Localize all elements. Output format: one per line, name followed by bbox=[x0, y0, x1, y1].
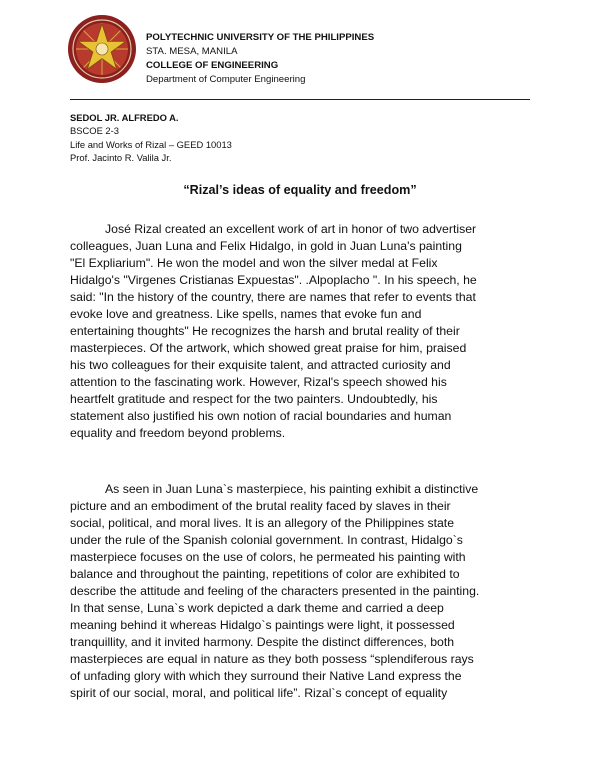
paragraph-2 bbox=[70, 481, 536, 702]
paragraph-line: equality and freedom beyond problems. bbox=[70, 426, 286, 440]
paragraph-line: meaning behind it whereas Hidalgo`s paintings were light, it possessed bbox=[70, 618, 455, 632]
paragraph-line: evoke love and greatness. Like spells, names that evoke fun and bbox=[70, 307, 422, 321]
paragraph-line: spirit of our social, moral, and political life”. Rizal`s concept of equality bbox=[70, 686, 448, 700]
institution-header bbox=[146, 31, 374, 87]
essay-title: “Rizal’s ideas of equality and freedom” bbox=[183, 183, 417, 197]
course-name: Life and Works of Rizal – GEED 10013 bbox=[70, 138, 232, 150]
paragraph-line: As seen in Juan Luna`s masterpiece, his painting exhibit a distinctive bbox=[105, 482, 479, 496]
student-section: BSCOE 2-3 bbox=[70, 125, 119, 137]
paragraph-line: heartfelt gratitude and respect for the two painters. Undoubtedly, his bbox=[70, 392, 438, 406]
header-divider bbox=[70, 99, 530, 100]
paragraph-line: entertaining thoughts" He recognizes the harsh and brutal reality of their bbox=[70, 324, 460, 338]
paragraph-line: tranquillity, and it invited harmony. Despite the distinct differences, both bbox=[70, 635, 455, 649]
paragraph-line: statement also justified his own notion of racial boundaries and human bbox=[70, 409, 452, 423]
paragraph-line: José Rizal created an excellent work of art in honor of two advertiser bbox=[105, 222, 477, 236]
pup-seal-icon bbox=[67, 14, 137, 84]
department-name: Department of Computer Engineering bbox=[146, 74, 306, 85]
student-info bbox=[70, 111, 232, 165]
paragraph-line: colleagues, Juan Luna and Felix Hidalgo, in gold in Juan Luna's painting bbox=[70, 239, 462, 253]
paragraph-line: masterpiece focuses on the use of colors, he permeated his painting with bbox=[70, 550, 466, 564]
paragraph-line: In that sense, Luna`s work depicted a dark theme and carried a deep bbox=[70, 601, 444, 615]
paragraph-line: Hidalgo's "Virgenes Cristianas Expuestas". .Alpoplacho ". In his speech, he bbox=[70, 273, 477, 287]
paragraph-line: picture and an embodiment of the brutal reality faced by slaves in their bbox=[70, 499, 451, 513]
paragraph-line: attention to the fascinating work. However, Rizal's speech showed his bbox=[70, 375, 447, 389]
university-location: STA. MESA, MANILA bbox=[146, 46, 238, 57]
professor-name: Prof. Jacinto R. Valila Jr. bbox=[70, 152, 172, 164]
paragraph-line: said: "In the history of the country, there are names that refer to events that bbox=[70, 290, 476, 304]
paragraph-line: describe the attitude and feeling of the characters presented in the painting. bbox=[70, 584, 480, 598]
university-name: POLYTECHNIC UNIVERSITY OF THE PHILIPPINES bbox=[146, 32, 375, 43]
paragraph-1 bbox=[70, 221, 536, 442]
paragraph-line: of unfading glory with which they surround their Native Land express the bbox=[70, 669, 462, 683]
paragraph-line: masterpieces are equal in nature as they both possess “splendiferous rays bbox=[70, 652, 474, 666]
college-name: COLLEGE OF ENGINEERING bbox=[146, 60, 279, 71]
paragraph-line: under the rule of the Spanish colonial government. In contrast, Hidalgo`s bbox=[70, 533, 463, 547]
paragraph-line: masterpieces. Of the artwork, which showed great praise for him, praised bbox=[70, 341, 467, 355]
paragraph-line: balance and throughout the painting, repetitions of color are exhibited to bbox=[70, 567, 460, 581]
paragraph-line: "El Expliarium". He won the model and won the silver medal at Felix bbox=[70, 256, 438, 270]
paragraph-line: his two colleagues for their exquisite talent, and attracted curiosity and bbox=[70, 358, 451, 372]
student-name: SEDOL JR. ALFREDO A. bbox=[70, 112, 179, 123]
paragraph-line: social, political, and moral lives. It is an allegory of the Philippines state bbox=[70, 516, 455, 530]
